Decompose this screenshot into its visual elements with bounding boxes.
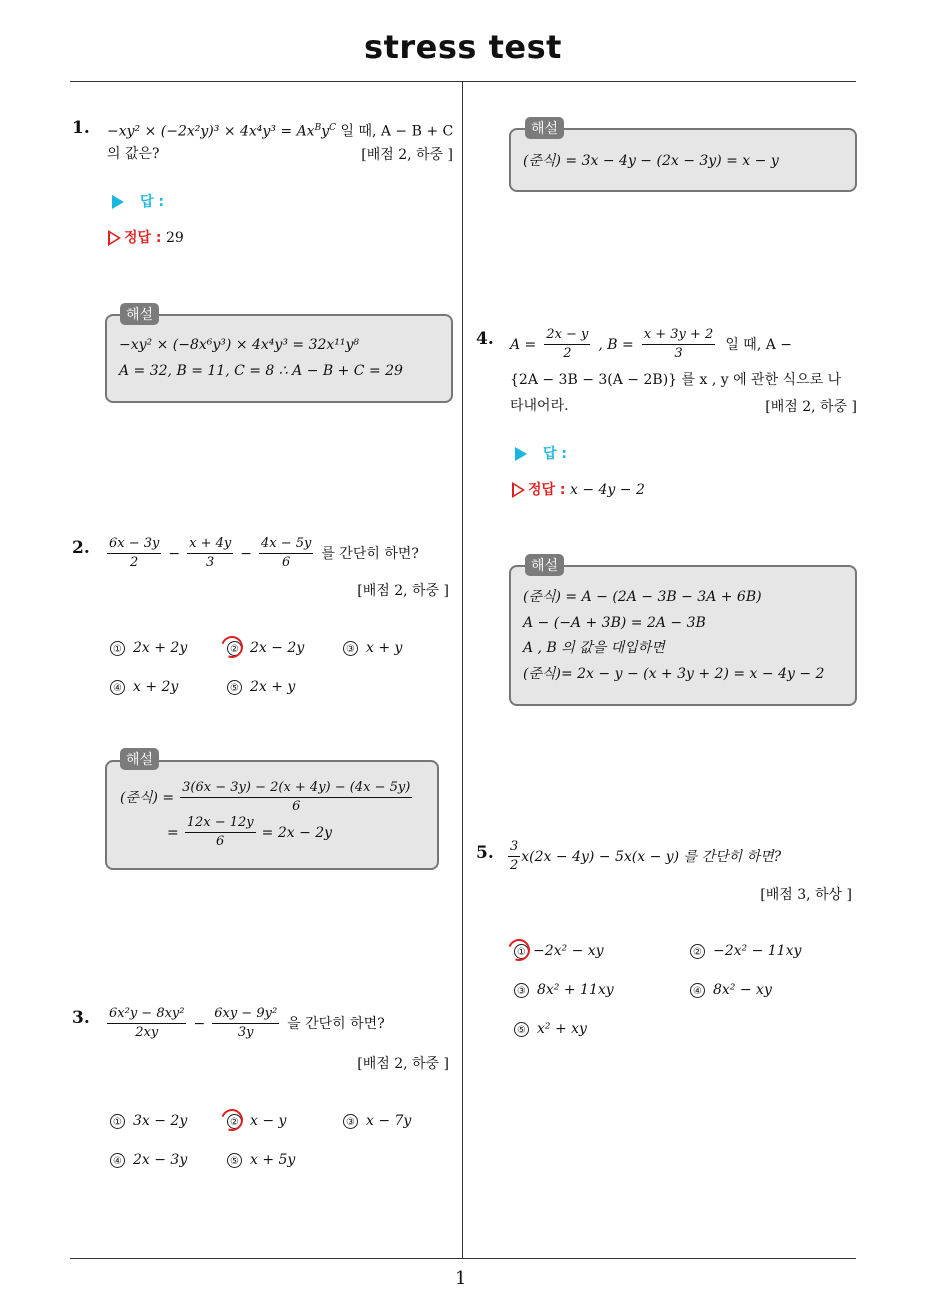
q5-score: [배점 3, 하상 ] bbox=[760, 887, 852, 903]
q3-option-5[interactable]: ⑤ x + 5y bbox=[227, 1152, 295, 1168]
q5-stem: $\frac{3}{2}$ x(2x − 4y) − 5x(x − y) 를 간단히 하면? bbox=[510, 839, 782, 873]
q3-fraction-2: $\frac{\text{6xy − 9y²}}{3y}$ bbox=[214, 1006, 278, 1040]
q1-stem: $-xy^2 \times (-2x^2y)^3 \times 4x^4y^3 = Ax^By^C$ 일 때, A − B + C bbox=[107, 123, 454, 140]
q3-selected-mark bbox=[217, 1105, 246, 1134]
q3-explanation-tag: 해설 bbox=[525, 117, 564, 139]
q2-fraction-3: $\frac{4x - 5y}{6}$ bbox=[260, 536, 312, 570]
q5-selected-mark bbox=[504, 935, 533, 964]
q1-explanation-line2: A = 32, B = 11, C = 8 ∴ A − B + C = 29 bbox=[119, 363, 403, 379]
q1-explanation-box bbox=[105, 314, 453, 403]
q1-number: 1. bbox=[72, 118, 90, 138]
q4-number: 4. bbox=[476, 329, 494, 349]
q5-option-4[interactable]: ④ 8x² − xy bbox=[690, 982, 772, 998]
answer-arrow-icon bbox=[515, 447, 527, 461]
q4-answer-row: 답 : bbox=[515, 443, 567, 463]
q3-option-4[interactable]: ④ 2x − 3y bbox=[110, 1152, 187, 1168]
q2-option-2[interactable]: ② 2x − 2y bbox=[227, 640, 304, 656]
q3-option-2[interactable]: ② x − y bbox=[227, 1113, 286, 1129]
q4-explanation-line3: A , B 의 값을 대입하면 bbox=[523, 640, 665, 656]
q4-explanation-line2: A − (−A + 3B) = 2A − 3B bbox=[523, 615, 706, 631]
q1-key-row: 정답 : 29 bbox=[108, 227, 184, 247]
q2-option-5[interactable]: ⑤ 2x + y bbox=[227, 679, 295, 695]
q4-explanation-tag: 해설 bbox=[525, 554, 564, 576]
q2-fraction-1: $\frac{6x - 3y}{2}$ bbox=[109, 536, 160, 570]
q4-explanation-line1: (준식) = A − (2A − 3B − 3A + 6B) bbox=[523, 589, 762, 605]
q3-fraction-1: $\frac{\text{6x²y − 8xy²}}{2xy}$ bbox=[109, 1006, 185, 1040]
q1-explanation-line1: −xy² × (−8x⁶y³) × 4x⁴y³ = 32x¹¹y⁸ bbox=[119, 337, 360, 353]
q5-number: 5. bbox=[476, 843, 494, 863]
q4-explanation-line4: (준식)= 2x − y − (x + 3y + 2) = x − 4y − 2 bbox=[523, 666, 825, 682]
q5-option-3[interactable]: ③ 8x² + 11xy bbox=[514, 982, 614, 998]
q4-key-row: 정답 : x − 4y − 2 bbox=[512, 479, 645, 499]
q2-fraction-2: $\frac{x + 4y}{3}$ bbox=[189, 536, 232, 570]
q3-number: 3. bbox=[72, 1008, 90, 1028]
q5-option-1[interactable]: ① −2x² − xy bbox=[514, 943, 604, 959]
q3-stem: $\frac{\text{6x²y − 8xy²}}{2xy}$ − $\frac{\text{6xy − 9y²}}{3y}$ 을 간단히 하면? bbox=[109, 1006, 385, 1040]
q2-selected-mark bbox=[217, 632, 246, 661]
q2-explanation-tag: 해설 bbox=[120, 748, 159, 770]
q3-score: [배점 2, 하중 ] bbox=[357, 1056, 449, 1072]
q2-stem: $\frac{6x - 3y}{2}$ − $\frac{x + 4y}{3}$ − $\frac{4x - 5y}{6}$ 를 간단히 하면? bbox=[109, 536, 419, 570]
q5-option-5[interactable]: ⑤ x² + xy bbox=[514, 1021, 587, 1037]
column-divider bbox=[462, 82, 463, 1258]
page-title: stress test bbox=[364, 28, 562, 66]
q2-explanation-line1: (준식) = $\frac{3(6x - 3y) - 2(x + 4y) - (4x - 5y)}{6}$ bbox=[120, 780, 411, 814]
q2-option-4[interactable]: ④ x + 2y bbox=[110, 679, 178, 695]
q1-answer-row: 답 : bbox=[112, 191, 164, 211]
q4-score: [배점 2, 하중 ] bbox=[765, 399, 857, 415]
q1-score: [배점 2, 하중 ] bbox=[361, 147, 453, 163]
q3-option-1[interactable]: ① 3x − 2y bbox=[110, 1113, 187, 1129]
q5-option-2[interactable]: ② −2x² − 11xy bbox=[690, 943, 801, 959]
q2-number: 2. bbox=[72, 538, 90, 558]
answer-arrow-icon bbox=[112, 195, 124, 209]
q2-option-3[interactable]: ③ x + y bbox=[343, 640, 402, 656]
q1-explanation-tag: 해설 bbox=[120, 303, 159, 325]
q2-score: [배점 2, 하중 ] bbox=[357, 583, 449, 599]
bottom-rule bbox=[70, 1258, 856, 1259]
top-rule bbox=[70, 81, 856, 82]
key-arrow-icon bbox=[512, 482, 525, 498]
q4-stem-line1: A = $\frac{2x - y}{2}$ , B = $\frac{x + 3y + 2}{3}$ 일 때, A − bbox=[510, 327, 793, 361]
q3-explanation-line: (준식) = 3x − 4y − (2x − 3y) = x − y bbox=[523, 153, 779, 169]
q4-stem-line2: {2A − 3B − 3(A − 2B)} 를 x , y 에 관한 식으로 나 bbox=[510, 372, 842, 388]
q4-stem-line3: 타내어라. bbox=[510, 398, 569, 414]
q2-option-1[interactable]: ① 2x + 2y bbox=[110, 640, 187, 656]
q2-explanation-line2: = $\frac{12x - 12y}{6}$ = 2x − 2y bbox=[167, 815, 333, 849]
key-arrow-icon bbox=[108, 230, 121, 246]
q1-stem-line2: 의 값은? bbox=[107, 146, 160, 162]
page-number: 1 bbox=[455, 1268, 467, 1289]
q3-option-3[interactable]: ③ x − 7y bbox=[343, 1113, 411, 1129]
